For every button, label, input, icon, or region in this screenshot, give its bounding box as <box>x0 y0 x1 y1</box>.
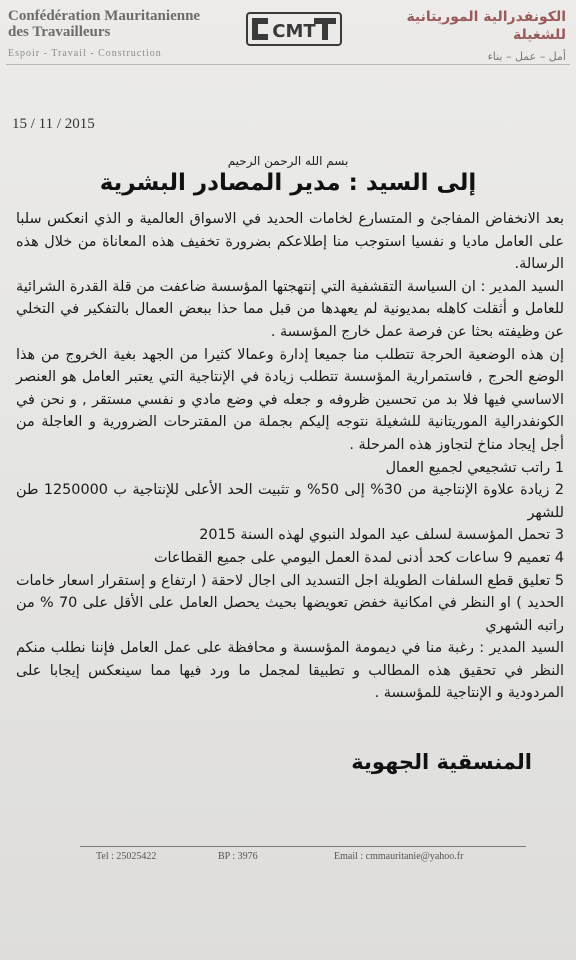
basmala: بسم الله الرحمن الرحيم <box>227 154 349 168</box>
logo-text: CMT <box>272 21 316 42</box>
paragraph-proposals: إن هذه الوضعية الحرجة تتطلب منا جميعا إدارة وعمالا كثيرا من الجهد بغية الخروج من هذا الوضع الحرج , فاستمرارية المؤسسة تتطلب زيادة في الإنتاجية التي يعتبر العامل هو العنصر الاساسي فيها فلا بد من تحسين ظروفه و جعله في وضع مادي و نفسي مستقر , و نحن في الكونفدرالية الموريتانية للشغيلة نتوجه إليكم بجملة من المقترحات الضرورية و العاجلة من أجل إيجاد مناخ لتجاوز هذه المرحلة . <box>16 346 564 453</box>
signature-regional-coordination: المنسقية الجهوية <box>351 750 532 774</box>
demand-item-4: 4 تعميم 9 ساعات كحد أدنى لمدة العمل اليومي على جميع القطاعات <box>153 549 564 566</box>
letter-body <box>16 208 564 705</box>
letter-date: 15 / 11 / 2015 <box>12 116 95 132</box>
org-name-fr-line1: Confédération Mauritanienne <box>8 8 201 24</box>
org-name-ar-line1: الكونفدرالية الموريتانية <box>406 9 566 25</box>
letterhead-divider <box>6 64 570 65</box>
letter-recipient-title: إلى السيد : مدير المصادر البشرية <box>99 170 477 196</box>
letterhead-arabic <box>356 8 566 63</box>
demand-item-2: 2 زيادة علاوة الإنتاجية من 30% إلى 50% و تثبيت الحد الأعلى للإنتاجية ب 1250000 طن للشهر <box>16 482 565 521</box>
footer-divider <box>80 846 526 847</box>
paragraph-closing: السيد المدير : رغبة منا في ديمومة المؤسسة و محافظة على عمل العامل فإننا نطلب منكم النظر في تحقيق هذه المطالب و تطبيقا لمجمل ما ورد فيها مما سينعكس إيجابا على المردودية و الإنتاجية للمؤسسة . <box>16 640 564 702</box>
footer-email: Email : cmmauritanie@yahoo.fr <box>334 851 464 862</box>
footer-po-box: BP : 3976 <box>218 851 258 862</box>
demand-item-3: 3 تحمل المؤسسة لسلف عيد المولد النبوي لهذه السنة 2015 <box>199 527 564 544</box>
demand-item-5: 5 تعليق قطع السلفات الطويلة اجل التسديد الى اجال لاحقة ( ارتفاع و إستقرار اسعار خامات الحديد ) او النظر في امكانية خفض تعويضها بحيث يحصل العامل على الأقل على 70 % من راتبه الشهري <box>16 572 564 634</box>
motto-fr: Espoir - Travail - Construction <box>8 48 162 59</box>
letterhead-french <box>8 8 208 59</box>
org-name-fr-line2: des Travailleurs <box>8 24 111 40</box>
paragraph-austerity: السيد المدير : ان السياسة التقشفية التي إنتهجتها المؤسسة ضاعفت من قلة القدرة الشرائية للعامل و أثقلت كاهله بمديونية لم يعهدها من قبل مما حذا ببعض العمال بالتفكير في التخلي عن وظيفته بحثا عن فرصة عمل خارج المؤسسة . <box>16 278 564 340</box>
footer-phone: Tel : 25025422 <box>96 851 157 862</box>
cmt-logo <box>246 10 342 50</box>
demand-item-1: 1 راتب تشجيعي لجميع العمال <box>385 459 564 476</box>
motto-ar: أمل – عمل – بناء <box>487 50 566 63</box>
org-name-ar-line2: للشغيلة <box>512 27 566 43</box>
paragraph-intro: بعد الانخفاض المفاجئ و المتسارع لخامات الحديد في الاسواق العالمية و الذي انعكس سلبا على العامل ماديا و نفسيا استوجب منا إطلاعكم بضرورة تخفيف هذه المعاناة من خلال هذه الرسالة. <box>16 211 564 273</box>
